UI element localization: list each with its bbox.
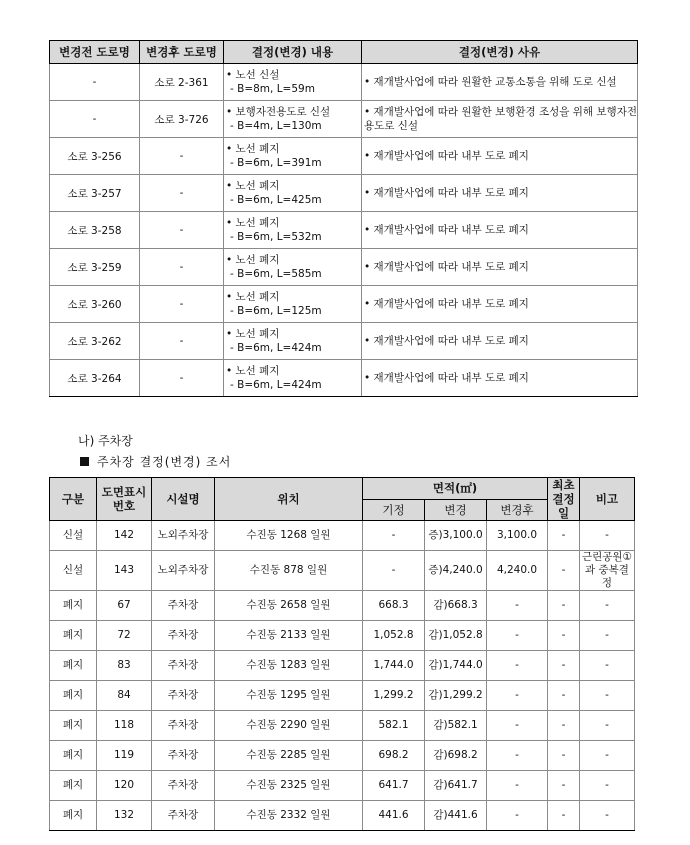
parking-facility-cell: 주차장 (152, 741, 215, 771)
header-facility: 시설명 (152, 478, 215, 521)
decision-reason-cell: • 재개발사업에 따라 내부 도로 폐지 (362, 249, 638, 286)
parking-date-cell: - (548, 711, 580, 741)
parking-after-cell: - (487, 681, 548, 711)
parking-note-cell: - (580, 741, 635, 771)
parking-date-cell: - (548, 771, 580, 801)
content-title: • 노선 폐지 (226, 254, 280, 266)
parking-date-cell: - (548, 551, 580, 591)
parking-date-cell: - (548, 591, 580, 621)
parking-type-cell: 폐지 (50, 711, 97, 741)
table-row (50, 591, 635, 621)
table-row (50, 175, 638, 212)
header-decision-reason: 결정(변경) 사유 (362, 41, 638, 64)
parking-subheading-text: 주차장 결정(변경) 조서 (97, 455, 232, 469)
parking-existing-cell: 668.3 (363, 591, 425, 621)
table-row (50, 681, 635, 711)
header-type: 구분 (50, 478, 97, 521)
header-area-existing: 기정 (363, 499, 425, 521)
table-row (50, 64, 638, 101)
parking-type-cell: 폐지 (50, 621, 97, 651)
parking-date-cell: - (548, 521, 580, 551)
parking-facility-cell: 노외주차장 (152, 521, 215, 551)
parking-change-cell: 감)1,299.2 (425, 681, 487, 711)
header-location: 위치 (215, 478, 363, 521)
content-detail: - B=6m, L=125m (230, 305, 322, 317)
after-road-cell: - (140, 360, 224, 397)
content-title: • 노선 폐지 (226, 328, 280, 340)
parking-location-cell: 수진동 2332 일원 (215, 801, 363, 831)
parking-note-cell: - (580, 591, 635, 621)
table-row (50, 521, 635, 551)
before-road-cell: - (50, 64, 140, 101)
parking-type-cell: 신설 (50, 521, 97, 551)
after-road-cell: 소로 2-361 (140, 64, 224, 101)
parking-existing-cell: - (363, 521, 425, 551)
parking-type-cell: 폐지 (50, 741, 97, 771)
decision-reason-cell: • 재개발사업에 따라 원활한 보행환경 조성을 위해 보행자전용도로 신설 (362, 101, 638, 138)
decision-content-cell (224, 323, 362, 360)
after-road-cell: - (140, 212, 224, 249)
table-row (50, 551, 635, 591)
table-row (50, 651, 635, 681)
parking-change-cell: 감)668.3 (425, 591, 487, 621)
decision-reason-cell: • 재개발사업에 따라 내부 도로 폐지 (362, 175, 638, 212)
after-road-cell: - (140, 138, 224, 175)
content-title: • 노선 폐지 (226, 180, 280, 192)
decision-content-cell (224, 138, 362, 175)
parking-after-cell: - (487, 651, 548, 681)
parking-type-cell: 폐지 (50, 801, 97, 831)
decision-content-cell (224, 360, 362, 397)
parking-no-cell: 84 (97, 681, 152, 711)
parking-location-cell: 수진동 878 일원 (215, 551, 363, 591)
header-first-decision: 최초 결정일 (548, 478, 580, 521)
parking-note-cell: - (580, 771, 635, 801)
parking-location-cell: 수진동 1283 일원 (215, 651, 363, 681)
parking-decision-table (49, 477, 635, 831)
content-detail: - B=6m, L=585m (230, 268, 322, 280)
parking-after-cell: 4,240.0 (487, 551, 548, 591)
decision-content-cell (224, 286, 362, 323)
parking-change-cell: 감)1,052.8 (425, 621, 487, 651)
content-detail: - B=6m, L=424m (230, 342, 322, 354)
parking-no-cell: 83 (97, 651, 152, 681)
header-area-after: 변경후 (487, 499, 548, 521)
parking-after-cell: 3,100.0 (487, 521, 548, 551)
content-detail: - B=6m, L=425m (230, 194, 322, 206)
content-detail: - B=8m, L=59m (230, 83, 315, 95)
parking-date-cell: - (548, 621, 580, 651)
square-bullet-icon (80, 457, 89, 466)
parking-section-subheading (80, 453, 231, 470)
before-road-cell: 소로 3-259 (50, 249, 140, 286)
content-title: • 노선 폐지 (226, 365, 280, 377)
content-detail: - B=6m, L=391m (230, 157, 322, 169)
parking-after-cell: - (487, 741, 548, 771)
parking-change-cell: 감)582.1 (425, 711, 487, 741)
parking-location-cell: 수진동 2133 일원 (215, 621, 363, 651)
parking-no-cell: 119 (97, 741, 152, 771)
parking-change-cell: 감)1,744.0 (425, 651, 487, 681)
table-row (50, 621, 635, 651)
parking-location-cell: 수진동 1295 일원 (215, 681, 363, 711)
content-title: • 노선 폐지 (226, 291, 280, 303)
parking-existing-cell: 698.2 (363, 741, 425, 771)
decision-reason-cell: • 재개발사업에 따라 내부 도로 폐지 (362, 138, 638, 175)
before-road-cell: 소로 3-260 (50, 286, 140, 323)
table-row (50, 286, 638, 323)
parking-after-cell: - (487, 621, 548, 651)
header-note: 비고 (580, 478, 635, 521)
parking-note-cell: - (580, 621, 635, 651)
decision-reason-cell: • 재개발사업에 따라 내부 도로 폐지 (362, 212, 638, 249)
parking-facility-cell: 주차장 (152, 651, 215, 681)
parking-note-cell: - (580, 521, 635, 551)
table-row (50, 711, 635, 741)
decision-content-cell (224, 101, 362, 138)
road-table-body (50, 64, 638, 397)
table-row (50, 360, 638, 397)
parking-existing-cell: 1,052.8 (363, 621, 425, 651)
table-row (50, 249, 638, 286)
decision-reason-cell: • 재개발사업에 따라 내부 도로 폐지 (362, 286, 638, 323)
after-road-cell: - (140, 175, 224, 212)
before-road-cell: 소로 3-264 (50, 360, 140, 397)
parking-existing-cell: 1,744.0 (363, 651, 425, 681)
parking-existing-cell: 641.7 (363, 771, 425, 801)
decision-content-cell (224, 212, 362, 249)
table-header-row (50, 478, 635, 500)
table-row (50, 138, 638, 175)
parking-no-cell: 132 (97, 801, 152, 831)
after-road-cell: 소로 3-726 (140, 101, 224, 138)
decision-reason-cell: • 재개발사업에 따라 원활한 교통소통을 위해 도로 신설 (362, 64, 638, 101)
before-road-cell: 소로 3-256 (50, 138, 140, 175)
table-header-row (50, 41, 638, 64)
parking-date-cell: - (548, 741, 580, 771)
parking-type-cell: 폐지 (50, 591, 97, 621)
parking-facility-cell: 주차장 (152, 621, 215, 651)
parking-type-cell: 폐지 (50, 651, 97, 681)
decision-content-cell (224, 175, 362, 212)
parking-change-cell: 증)4,240.0 (425, 551, 487, 591)
parking-existing-cell: 1,299.2 (363, 681, 425, 711)
parking-existing-cell: 441.6 (363, 801, 425, 831)
parking-after-cell: - (487, 591, 548, 621)
table-row (50, 323, 638, 360)
header-before-road: 변경전 도로명 (50, 41, 140, 64)
content-title: • 보행자전용도로 신설 (226, 106, 331, 118)
parking-no-cell: 72 (97, 621, 152, 651)
parking-location-cell: 수진동 2290 일원 (215, 711, 363, 741)
parking-change-cell: 감)698.2 (425, 741, 487, 771)
before-road-cell: 소로 3-262 (50, 323, 140, 360)
parking-existing-cell: 582.1 (363, 711, 425, 741)
content-detail: - B=4m, L=130m (230, 120, 322, 132)
content-title: • 노선 폐지 (226, 143, 280, 155)
parking-facility-cell: 주차장 (152, 681, 215, 711)
parking-change-cell: 증)3,100.0 (425, 521, 487, 551)
parking-no-cell: 142 (97, 521, 152, 551)
header-after-road: 변경후 도로명 (140, 41, 224, 64)
decision-content-cell (224, 64, 362, 101)
parking-section-heading: 나) 주차장 (78, 434, 133, 448)
before-road-cell: - (50, 101, 140, 138)
parking-date-cell: - (548, 801, 580, 831)
content-title: • 노선 신설 (226, 69, 280, 81)
parking-note-cell: 근린공원①과 중복결정 (580, 551, 635, 591)
header-area: 면적(㎡) (363, 478, 548, 500)
after-road-cell: - (140, 323, 224, 360)
parking-note-cell: - (580, 711, 635, 741)
parking-type-cell: 폐지 (50, 681, 97, 711)
after-road-cell: - (140, 249, 224, 286)
parking-facility-cell: 주차장 (152, 711, 215, 741)
parking-table-body (50, 521, 635, 831)
parking-facility-cell: 노외주차장 (152, 551, 215, 591)
decision-content-cell (224, 249, 362, 286)
parking-location-cell: 수진동 2658 일원 (215, 591, 363, 621)
table-row (50, 212, 638, 249)
before-road-cell: 소로 3-258 (50, 212, 140, 249)
parking-no-cell: 120 (97, 771, 152, 801)
parking-note-cell: - (580, 651, 635, 681)
table-row (50, 101, 638, 138)
parking-after-cell: - (487, 771, 548, 801)
parking-note-cell: - (580, 681, 635, 711)
parking-type-cell: 폐지 (50, 771, 97, 801)
after-road-cell: - (140, 286, 224, 323)
parking-no-cell: 118 (97, 711, 152, 741)
header-area-change: 변경 (425, 499, 487, 521)
content-detail: - B=6m, L=532m (230, 231, 322, 243)
table-row (50, 741, 635, 771)
decision-reason-cell: • 재개발사업에 따라 내부 도로 폐지 (362, 323, 638, 360)
header-decision-content: 결정(변경) 내용 (224, 41, 362, 64)
parking-type-cell: 신설 (50, 551, 97, 591)
content-title: • 노선 폐지 (226, 217, 280, 229)
parking-location-cell: 수진동 2285 일원 (215, 741, 363, 771)
parking-change-cell: 감)441.6 (425, 801, 487, 831)
road-decision-table (49, 40, 638, 397)
parking-date-cell: - (548, 681, 580, 711)
content-detail: - B=6m, L=424m (230, 379, 322, 391)
header-map-no: 도면표시 번호 (97, 478, 152, 521)
parking-date-cell: - (548, 651, 580, 681)
parking-facility-cell: 주차장 (152, 801, 215, 831)
parking-no-cell: 143 (97, 551, 152, 591)
parking-no-cell: 67 (97, 591, 152, 621)
decision-reason-cell: • 재개발사업에 따라 내부 도로 폐지 (362, 360, 638, 397)
parking-location-cell: 수진동 1268 일원 (215, 521, 363, 551)
parking-location-cell: 수진동 2325 일원 (215, 771, 363, 801)
parking-facility-cell: 주차장 (152, 591, 215, 621)
parking-change-cell: 감)641.7 (425, 771, 487, 801)
parking-after-cell: - (487, 711, 548, 741)
parking-note-cell: - (580, 801, 635, 831)
parking-after-cell: - (487, 801, 548, 831)
table-row (50, 801, 635, 831)
parking-facility-cell: 주차장 (152, 771, 215, 801)
parking-existing-cell: - (363, 551, 425, 591)
table-row (50, 771, 635, 801)
before-road-cell: 소로 3-257 (50, 175, 140, 212)
